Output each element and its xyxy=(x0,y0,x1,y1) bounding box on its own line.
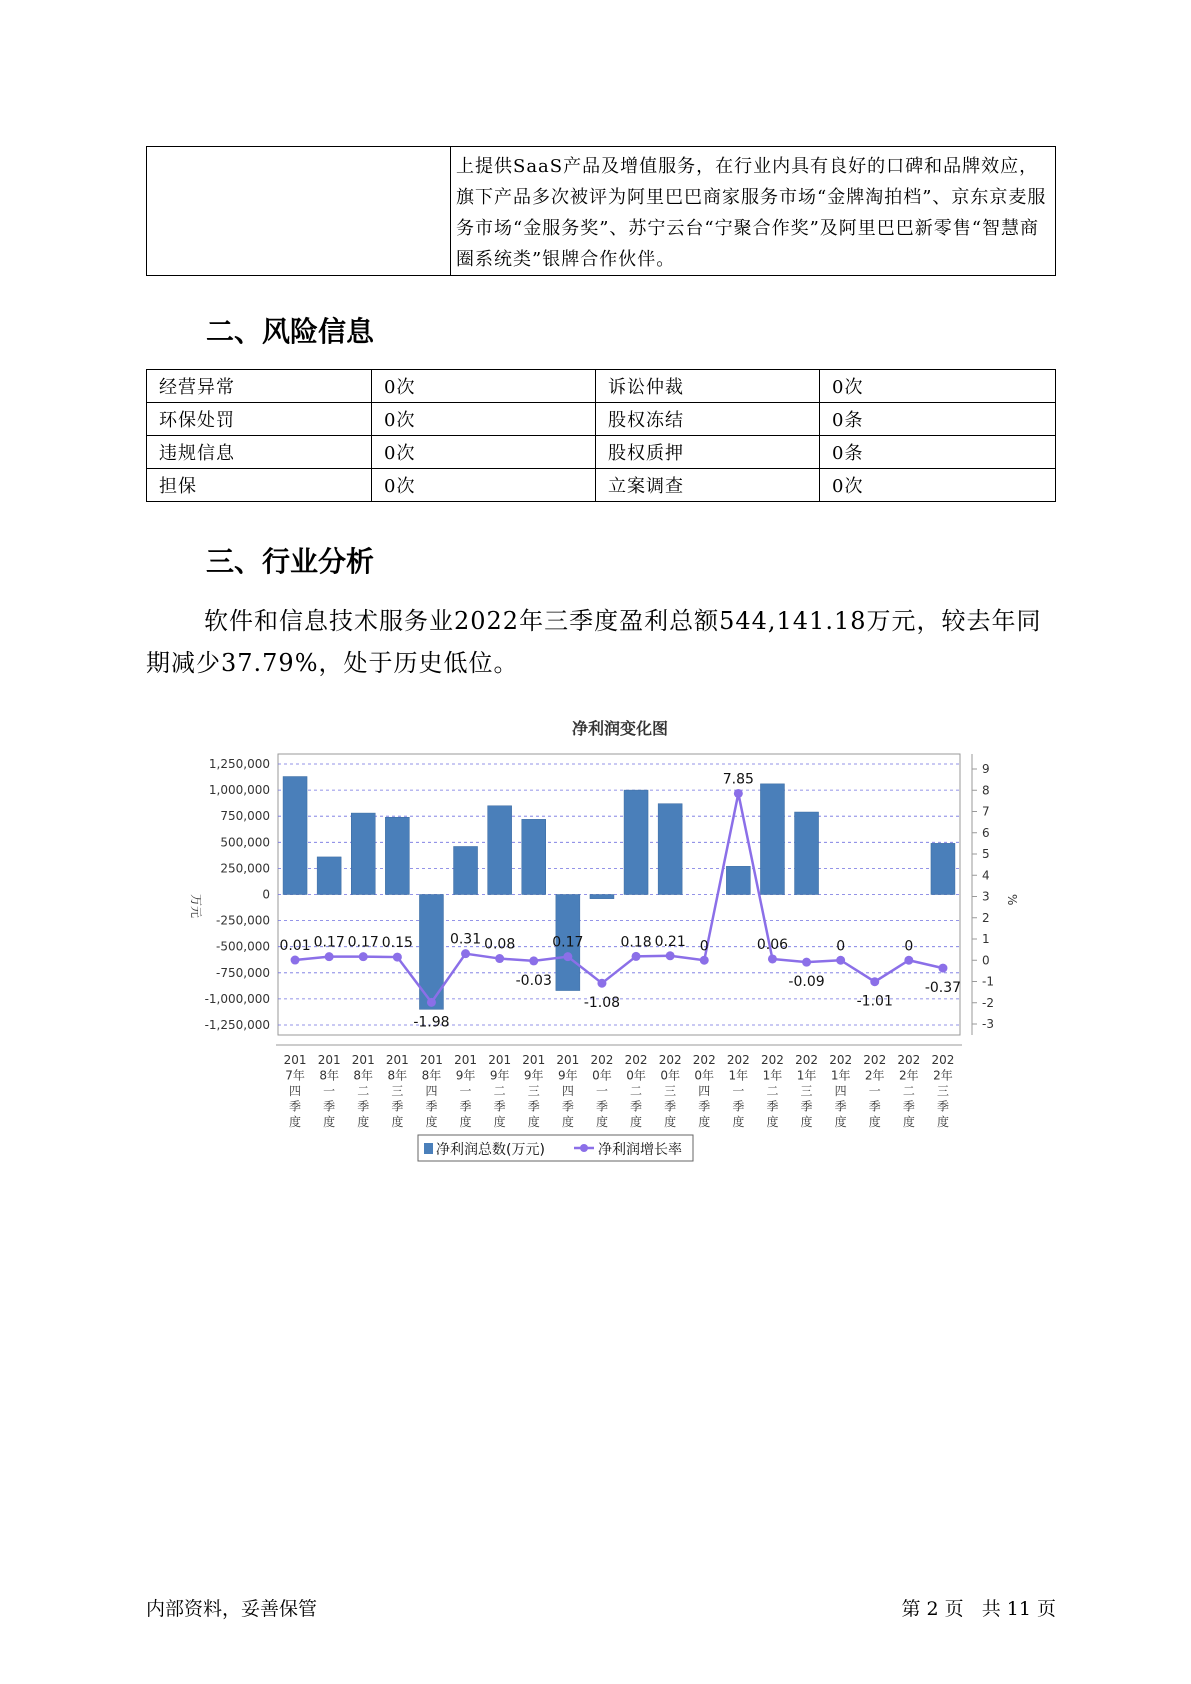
y-tick-label: 500,000 xyxy=(220,835,270,850)
bar xyxy=(351,813,375,894)
data-label: -0.37 xyxy=(924,980,962,997)
y2-tick-label: -3 xyxy=(982,1017,994,1031)
y2-tick-label: 1 xyxy=(982,932,990,946)
x-tick-label: 202 2年二季度 xyxy=(897,1053,921,1129)
x-tick-label: 202 1年二季度 xyxy=(760,1053,784,1129)
section-title-industry: 三、行业分析 xyxy=(206,545,375,578)
y2-tick-label: 0 xyxy=(982,953,990,968)
data-label: 0.08 xyxy=(484,936,516,953)
growth-point xyxy=(427,998,436,1007)
x-tick-label: 202 1年三季度 xyxy=(795,1053,819,1129)
y-tick-label: -250,000 xyxy=(216,913,270,928)
growth-point xyxy=(359,952,368,961)
data-label: -1.01 xyxy=(856,993,893,1010)
x-tick-label: 202 1年四季度 xyxy=(829,1053,853,1129)
data-label: 0.06 xyxy=(756,936,789,953)
risk-label: 诉讼仲裁 xyxy=(596,370,820,403)
x-tick-label: 201 9年三季度 xyxy=(522,1053,546,1129)
data-label: -1.08 xyxy=(583,995,621,1012)
risk-value: 0次 xyxy=(820,370,1056,403)
bar xyxy=(760,784,784,895)
risk-value: 0次 xyxy=(372,469,596,502)
chart-title: 净利润变化图 xyxy=(571,719,669,738)
legend-line-marker xyxy=(580,1144,588,1152)
legend-bar-swatch xyxy=(424,1143,433,1154)
x-tick-label: 202 0年三季度 xyxy=(658,1053,682,1129)
data-label: -1.98 xyxy=(413,1014,450,1031)
x-tick-label: 201 8年四季度 xyxy=(419,1053,443,1129)
bar xyxy=(590,895,614,899)
growth-point xyxy=(768,954,777,963)
data-label: 0.17 xyxy=(347,934,379,951)
y-tick-label: -750,000 xyxy=(216,965,270,980)
risk-row xyxy=(147,469,1056,502)
risk-row xyxy=(147,403,1056,436)
data-label: 0.01 xyxy=(279,938,311,955)
y-tick-label: 1,000,000 xyxy=(208,783,270,798)
risk-value: 0条 xyxy=(820,403,1056,436)
bar xyxy=(317,857,341,895)
y2-tick-label: 8 xyxy=(982,783,990,798)
data-label: 0 xyxy=(904,938,914,955)
intro-table-right-cell xyxy=(451,147,1056,276)
growth-point xyxy=(904,956,913,965)
bar xyxy=(658,804,682,895)
x-tick-label: 201 9年二季度 xyxy=(488,1053,512,1129)
data-label: -0.03 xyxy=(515,972,552,989)
y2-tick-label: 6 xyxy=(982,825,990,840)
legend-line-label: 净利润增长率 xyxy=(598,1142,682,1158)
growth-point xyxy=(529,956,538,965)
x-tick-label: 202 0年四季度 xyxy=(692,1053,716,1129)
risk-row xyxy=(147,436,1056,469)
risk-value: 0次 xyxy=(372,436,596,469)
growth-point xyxy=(700,956,709,965)
bar xyxy=(283,777,307,895)
risk-table xyxy=(146,369,1056,502)
data-label: 0.21 xyxy=(654,933,686,950)
y2-axis-label: % xyxy=(1005,894,1019,906)
data-label: 7.85 xyxy=(722,771,754,788)
data-label: 0.31 xyxy=(449,931,482,948)
growth-point xyxy=(938,964,947,973)
y-tick-label: 0 xyxy=(262,887,270,902)
growth-point xyxy=(802,958,811,967)
x-tick-label: 201 8年三季度 xyxy=(385,1053,409,1129)
y-axis-label: 万元 xyxy=(189,894,203,919)
chart-svg xyxy=(180,712,1019,1172)
intro-table-left-cell xyxy=(147,147,451,276)
bar xyxy=(522,819,546,894)
y2-tick-label: 4 xyxy=(982,868,990,883)
x-tick-label: 201 8年一季度 xyxy=(317,1053,341,1129)
data-label: 0.17 xyxy=(552,934,584,951)
y2-tick-label: 2 xyxy=(982,910,990,925)
x-tick-label: 202 0年一季度 xyxy=(590,1053,614,1129)
x-tick-label: 201 8年二季度 xyxy=(351,1053,375,1129)
section-title-risk: 二、风险信息 xyxy=(206,315,375,348)
risk-label: 经营异常 xyxy=(147,370,372,403)
y2-tick-label: -1 xyxy=(982,974,994,989)
x-tick-label: 201 9年四季度 xyxy=(556,1053,580,1129)
risk-label: 立案调查 xyxy=(596,469,820,502)
risk-label: 违规信息 xyxy=(147,436,372,469)
data-label: 0 xyxy=(836,938,846,955)
y-tick-label: -500,000 xyxy=(216,939,270,954)
risk-label: 担保 xyxy=(147,469,372,502)
y2-tick-label: 9 xyxy=(982,762,990,776)
x-tick-label: 201 9年一季度 xyxy=(454,1053,478,1129)
data-label: 0.17 xyxy=(313,934,345,951)
growth-point xyxy=(597,979,606,988)
y2-tick-label: 5 xyxy=(982,847,990,861)
growth-point xyxy=(325,952,334,961)
risk-value: 0次 xyxy=(372,403,596,436)
bar xyxy=(726,866,750,894)
bar xyxy=(624,790,648,894)
y-tick-label: -1,250,000 xyxy=(204,1018,270,1032)
risk-value: 0条 xyxy=(820,436,1056,469)
growth-point xyxy=(563,952,572,961)
industry-paragraph: 软件和信息技术服务业2022年三季度盈利总额544,141.18万元，较去年同期减少37.79%，处于历史低位。 xyxy=(146,607,1042,677)
risk-value: 0次 xyxy=(820,469,1056,502)
intro-table xyxy=(146,146,1056,276)
bar xyxy=(385,817,409,894)
x-tick-label: 202 0年二季度 xyxy=(624,1053,648,1129)
x-tick-label: 202 2年三季度 xyxy=(931,1053,955,1129)
legend-bar-label: 净利润总数(万元) xyxy=(436,1142,545,1158)
growth-point xyxy=(393,953,402,962)
x-tick-label: 202 2年一季度 xyxy=(863,1053,887,1129)
data-label: 0.15 xyxy=(381,935,413,952)
risk-value: 0次 xyxy=(372,370,596,403)
growth-point xyxy=(495,954,504,963)
bar xyxy=(795,812,819,894)
growth-point xyxy=(632,952,641,961)
growth-point xyxy=(461,949,470,958)
data-label: -0.09 xyxy=(788,974,825,991)
footer-page-number: 第 2 页 共 11 页 xyxy=(901,1598,1056,1620)
bar xyxy=(454,846,478,894)
growth-point xyxy=(666,951,675,960)
y2-tick-label: -2 xyxy=(982,995,994,1010)
net-profit-chart xyxy=(180,712,1019,1172)
y-tick-label: 1,250,000 xyxy=(208,757,270,771)
x-tick-label: 201 7年四季度 xyxy=(283,1053,307,1129)
y-tick-label: 750,000 xyxy=(220,809,270,824)
growth-point xyxy=(291,956,300,965)
bar xyxy=(488,806,512,895)
data-label: 0.18 xyxy=(620,934,652,951)
footer-confidential: 内部资料，妥善保管 xyxy=(146,1598,318,1620)
growth-point xyxy=(836,956,845,965)
risk-row xyxy=(147,370,1056,403)
intro-text: 上提供SaaS产品及增值服务，在行业内具有良好的口碑和品牌效应，旗下产品多次被评为阿里巴巴商家服务市场“金牌淘拍档”、京东京麦服务市场“金服务奖”、苏宁云台“宁聚合作奖”及阿里巴巴新零售“智慧商圈系统类”银牌合作伙伴。 xyxy=(456,156,1047,270)
risk-label: 股权冻结 xyxy=(596,403,820,436)
growth-point xyxy=(870,977,879,986)
bar xyxy=(931,843,955,894)
y2-tick-label: 7 xyxy=(982,804,990,819)
risk-label: 股权质押 xyxy=(596,436,820,469)
y2-tick-label: 3 xyxy=(982,889,990,904)
growth-point xyxy=(734,789,743,798)
y-tick-label: 250,000 xyxy=(220,861,270,876)
y-tick-label: -1,000,000 xyxy=(204,991,270,1006)
x-tick-label: 202 1年一季度 xyxy=(726,1053,750,1129)
risk-label: 环保处罚 xyxy=(147,403,372,436)
data-label: 0 xyxy=(699,938,709,955)
